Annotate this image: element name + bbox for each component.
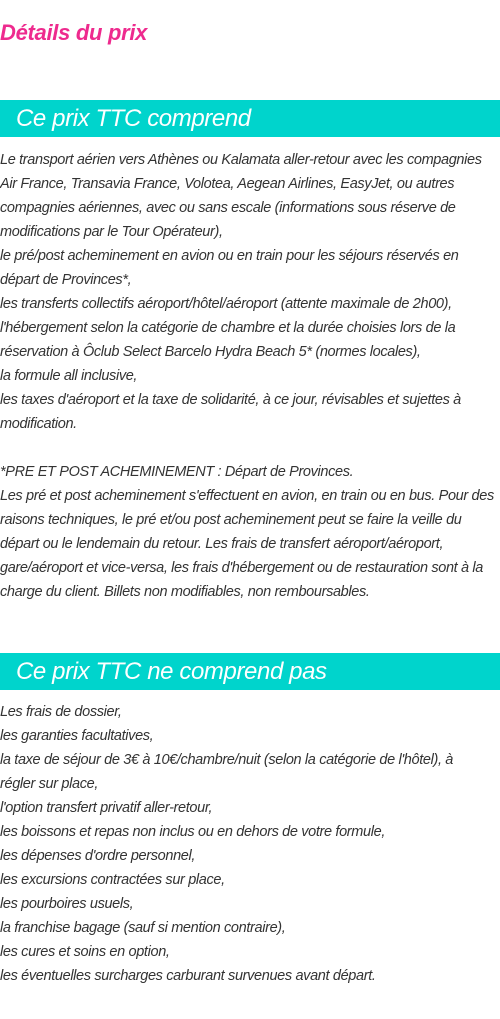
excluded-line: les cures et soins en option, [0,944,170,960]
included-line: Air France, Transavia France, Volotea, Aegean Airlines, EasyJet, ou autres [0,176,455,192]
excluded-line: les dépenses d'ordre personnel, [0,848,196,864]
acheminement-note-line: Les pré et post acheminement s'effectuent en avion, en train ou en bus. Pour des [0,488,494,504]
included-line: la formule all inclusive, [0,368,138,384]
excluded-line: régler sur place, [0,776,99,792]
included-line: départ de Provinces*, [0,272,132,288]
excluded-heading-band [0,653,500,690]
excluded-line: les pourboires usuels, [0,896,134,912]
excluded-text [0,700,500,988]
acheminement-note-line: gare/aéroport et vice-versa, les frais d'hébergement ou de restauration sont à la [0,560,484,576]
included-line: modification. [0,416,77,432]
acheminement-note-line: *PRE ET POST ACHEMINEMENT : Départ de Provinces. [0,464,354,480]
paragraph-spacer [0,436,500,460]
acheminement-note-line: raisons techniques, le pré et/ou post acheminement peut se faire la veille du [0,512,462,528]
included-line: le pré/post acheminement en avion ou en train pour les séjours réservés en [0,248,459,264]
acheminement-note-line: charge du client. Billets non modifiables, non remboursables. [0,584,370,600]
included-heading: Ce prix TTC comprend [16,104,251,132]
excluded-line: l'option transfert privatif aller-retour, [0,800,213,816]
acheminement-note-line: départ ou le lendemain du retour. Les frais de transfert aéroport/aéroport, [0,536,444,552]
included-line: compagnies aériennes, avec ou sans escale (informations sous réserve de [0,200,456,216]
excluded-line: les excursions contractées sur place, [0,872,225,888]
page-title: Détails du prix [0,20,148,45]
excluded-line: la taxe de séjour de 3€ à 10€/chambre/nuit (selon la catégorie de l'hôtel), à [0,752,454,768]
included-line: Le transport aérien vers Athènes ou Kalamata aller-retour avec les compagnies [0,152,482,168]
excluded-line: les garanties facultatives, [0,728,154,744]
included-line: réservation à Ôclub Select Barcelo Hydra Beach 5* (normes locales), [0,344,421,360]
included-line: modifications par le Tour Opérateur), [0,224,223,240]
included-heading-band [0,100,500,137]
excluded-line: les éventuelles surcharges carburant survenues avant départ. [0,968,376,984]
included-line: l'hébergement selon la catégorie de chambre et la durée choisies lors de la [0,320,456,336]
included-line: les taxes d'aéroport et la taxe de solidarité, à ce jour, révisables et sujettes à [0,392,461,408]
excluded-heading: Ce prix TTC ne comprend pas [16,657,327,685]
excluded-line: Les frais de dossier, [0,704,122,720]
included-text [0,148,500,604]
excluded-line: les boissons et repas non inclus ou en dehors de votre formule, [0,824,385,840]
included-line: les transferts collectifs aéroport/hôtel/aéroport (attente maximale de 2h00), [0,296,452,312]
excluded-line: la franchise bagage (sauf si mention contraire), [0,920,286,936]
